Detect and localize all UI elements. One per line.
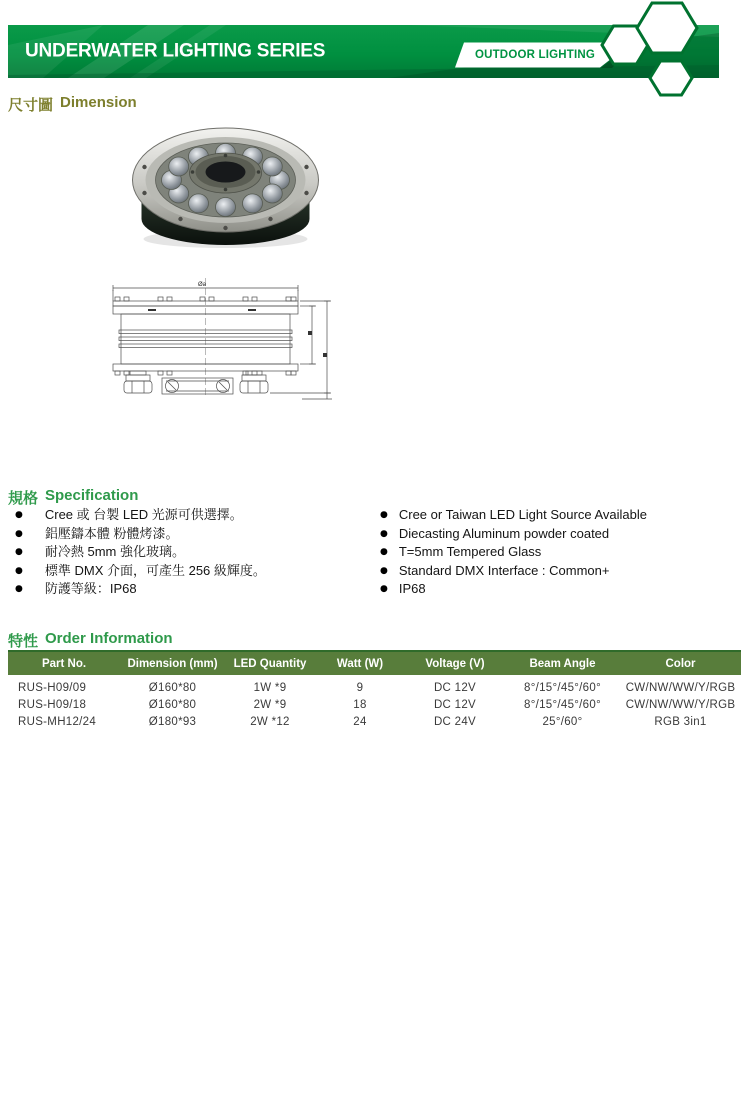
bullet-icon: ● — [15, 584, 23, 595]
table-row — [8, 675, 741, 696]
cell-part-no: RUS-H09/18 — [18, 699, 87, 711]
spec-text: Standard DMX Interface : Common+ — [398, 562, 610, 578]
cell-voltage: DC 24V — [433, 716, 477, 728]
spec-list-chinese — [8, 506, 368, 599]
cell-watt: 9 — [356, 682, 364, 694]
spec-text: T=5mm Tempered Glass — [398, 544, 542, 560]
spec-text: Cree or Taiwan LED Light Source Available — [398, 507, 647, 522]
bullet-icon: ● — [380, 510, 388, 520]
list-item — [8, 543, 368, 562]
section-heading-specification-zh: 規格 — [8, 490, 39, 507]
badge-label: OUTDOOR LIGHTING — [474, 48, 596, 61]
column-header-dimension: Dimension (mm) — [120, 651, 225, 675]
section-heading-dimension-en: Dimension — [60, 94, 137, 111]
section-heading-dimension — [8, 94, 137, 115]
cell-color: CW/NW/WW/Y/RGB — [625, 682, 736, 694]
cell-part-no: RUS-MH12/24 — [18, 716, 97, 728]
top-dimension-label: Øa — [198, 282, 207, 288]
column-header-color: Color — [620, 651, 741, 675]
cell-color: CW/NW/WW/Y/RGB — [625, 699, 736, 711]
cell-voltage: DC 12V — [433, 699, 477, 711]
cell-beam-angle: 25°/60° — [542, 716, 583, 728]
section-heading-order-en: Order Information — [45, 630, 173, 647]
list-item — [8, 580, 368, 599]
cell-dimension: Ø160*80 — [148, 682, 197, 694]
bullet-icon: ● — [380, 547, 388, 558]
section-heading-specification — [8, 487, 138, 508]
cell-beam-angle: 8°/15°/45°/60° — [524, 682, 601, 694]
list-item — [376, 543, 744, 562]
spec-text: Cree 或 台製 LED 光源可供選擇。 — [44, 507, 243, 522]
spec-text: IP68 — [398, 581, 426, 597]
cell-led-quantity: 1W *9 — [253, 682, 287, 694]
cell-led-quantity: 2W *12 — [250, 716, 290, 728]
cell-beam-angle: 8°/15°/45°/60° — [524, 699, 601, 711]
column-header-part-no: Part No. — [8, 651, 120, 675]
section-heading-dimension-zh: 尺寸圖 — [8, 97, 54, 114]
table-header-row — [8, 651, 741, 675]
section-heading-order-information — [8, 630, 173, 651]
column-header-voltage: Voltage (V) — [405, 651, 505, 675]
spec-text: Diecasting Aluminum powder coated — [398, 525, 610, 541]
bullet-icon: ● — [15, 547, 23, 558]
cell-voltage: DC 12V — [433, 682, 477, 694]
spec-list-english — [376, 506, 744, 599]
bullet-icon: ● — [380, 528, 388, 539]
section-heading-order-zh: 特性 — [8, 633, 39, 650]
cell-dimension: Ø180*93 — [148, 716, 197, 728]
cell-dimension: Ø160*80 — [148, 699, 197, 711]
column-header-beam-angle: Beam Angle — [505, 651, 620, 675]
table-row — [8, 696, 741, 713]
cell-watt: 18 — [353, 699, 367, 711]
bullet-icon: ● — [15, 565, 23, 576]
spec-text: 標準 DMX 介面，可產生 256 級輝度。 — [44, 562, 266, 578]
list-item — [376, 525, 744, 544]
cell-watt: 24 — [353, 716, 367, 728]
list-item — [376, 506, 744, 525]
bullet-icon: ● — [15, 528, 23, 539]
bullet-icon: ● — [15, 510, 23, 520]
cell-led-quantity: 2W *9 — [253, 699, 287, 711]
order-information-table — [8, 650, 741, 730]
spec-text: 耐冷熱 5mm 強化玻璃。 — [44, 544, 185, 560]
column-header-watt: Watt (W) — [315, 651, 405, 675]
hexagon-decorations — [588, 0, 708, 100]
list-item — [8, 562, 368, 581]
list-item — [8, 506, 368, 525]
bullet-icon: ● — [380, 584, 388, 595]
page-title: UNDERWATER LIGHTING SERIES — [25, 40, 326, 62]
spec-text: 防護等級：IP68 — [44, 581, 137, 597]
table-row — [8, 713, 741, 730]
section-heading-specification-en: Specification — [45, 487, 139, 504]
cell-part-no: RUS-H09/09 — [18, 682, 87, 694]
product-photo-illustration — [118, 123, 333, 257]
list-item — [376, 562, 744, 581]
list-item — [376, 580, 744, 599]
column-header-led-quantity: LED Quantity — [225, 651, 315, 675]
list-item — [8, 525, 368, 544]
hexagon-small — [650, 61, 692, 95]
cell-color: RGB 3in1 — [654, 716, 707, 728]
hexagon-large — [637, 3, 697, 53]
bullet-icon: ● — [380, 565, 388, 576]
spec-text: 鋁壓鑄本體 粉體烤漆。 — [44, 525, 179, 541]
dimension-drawing — [88, 268, 348, 406]
